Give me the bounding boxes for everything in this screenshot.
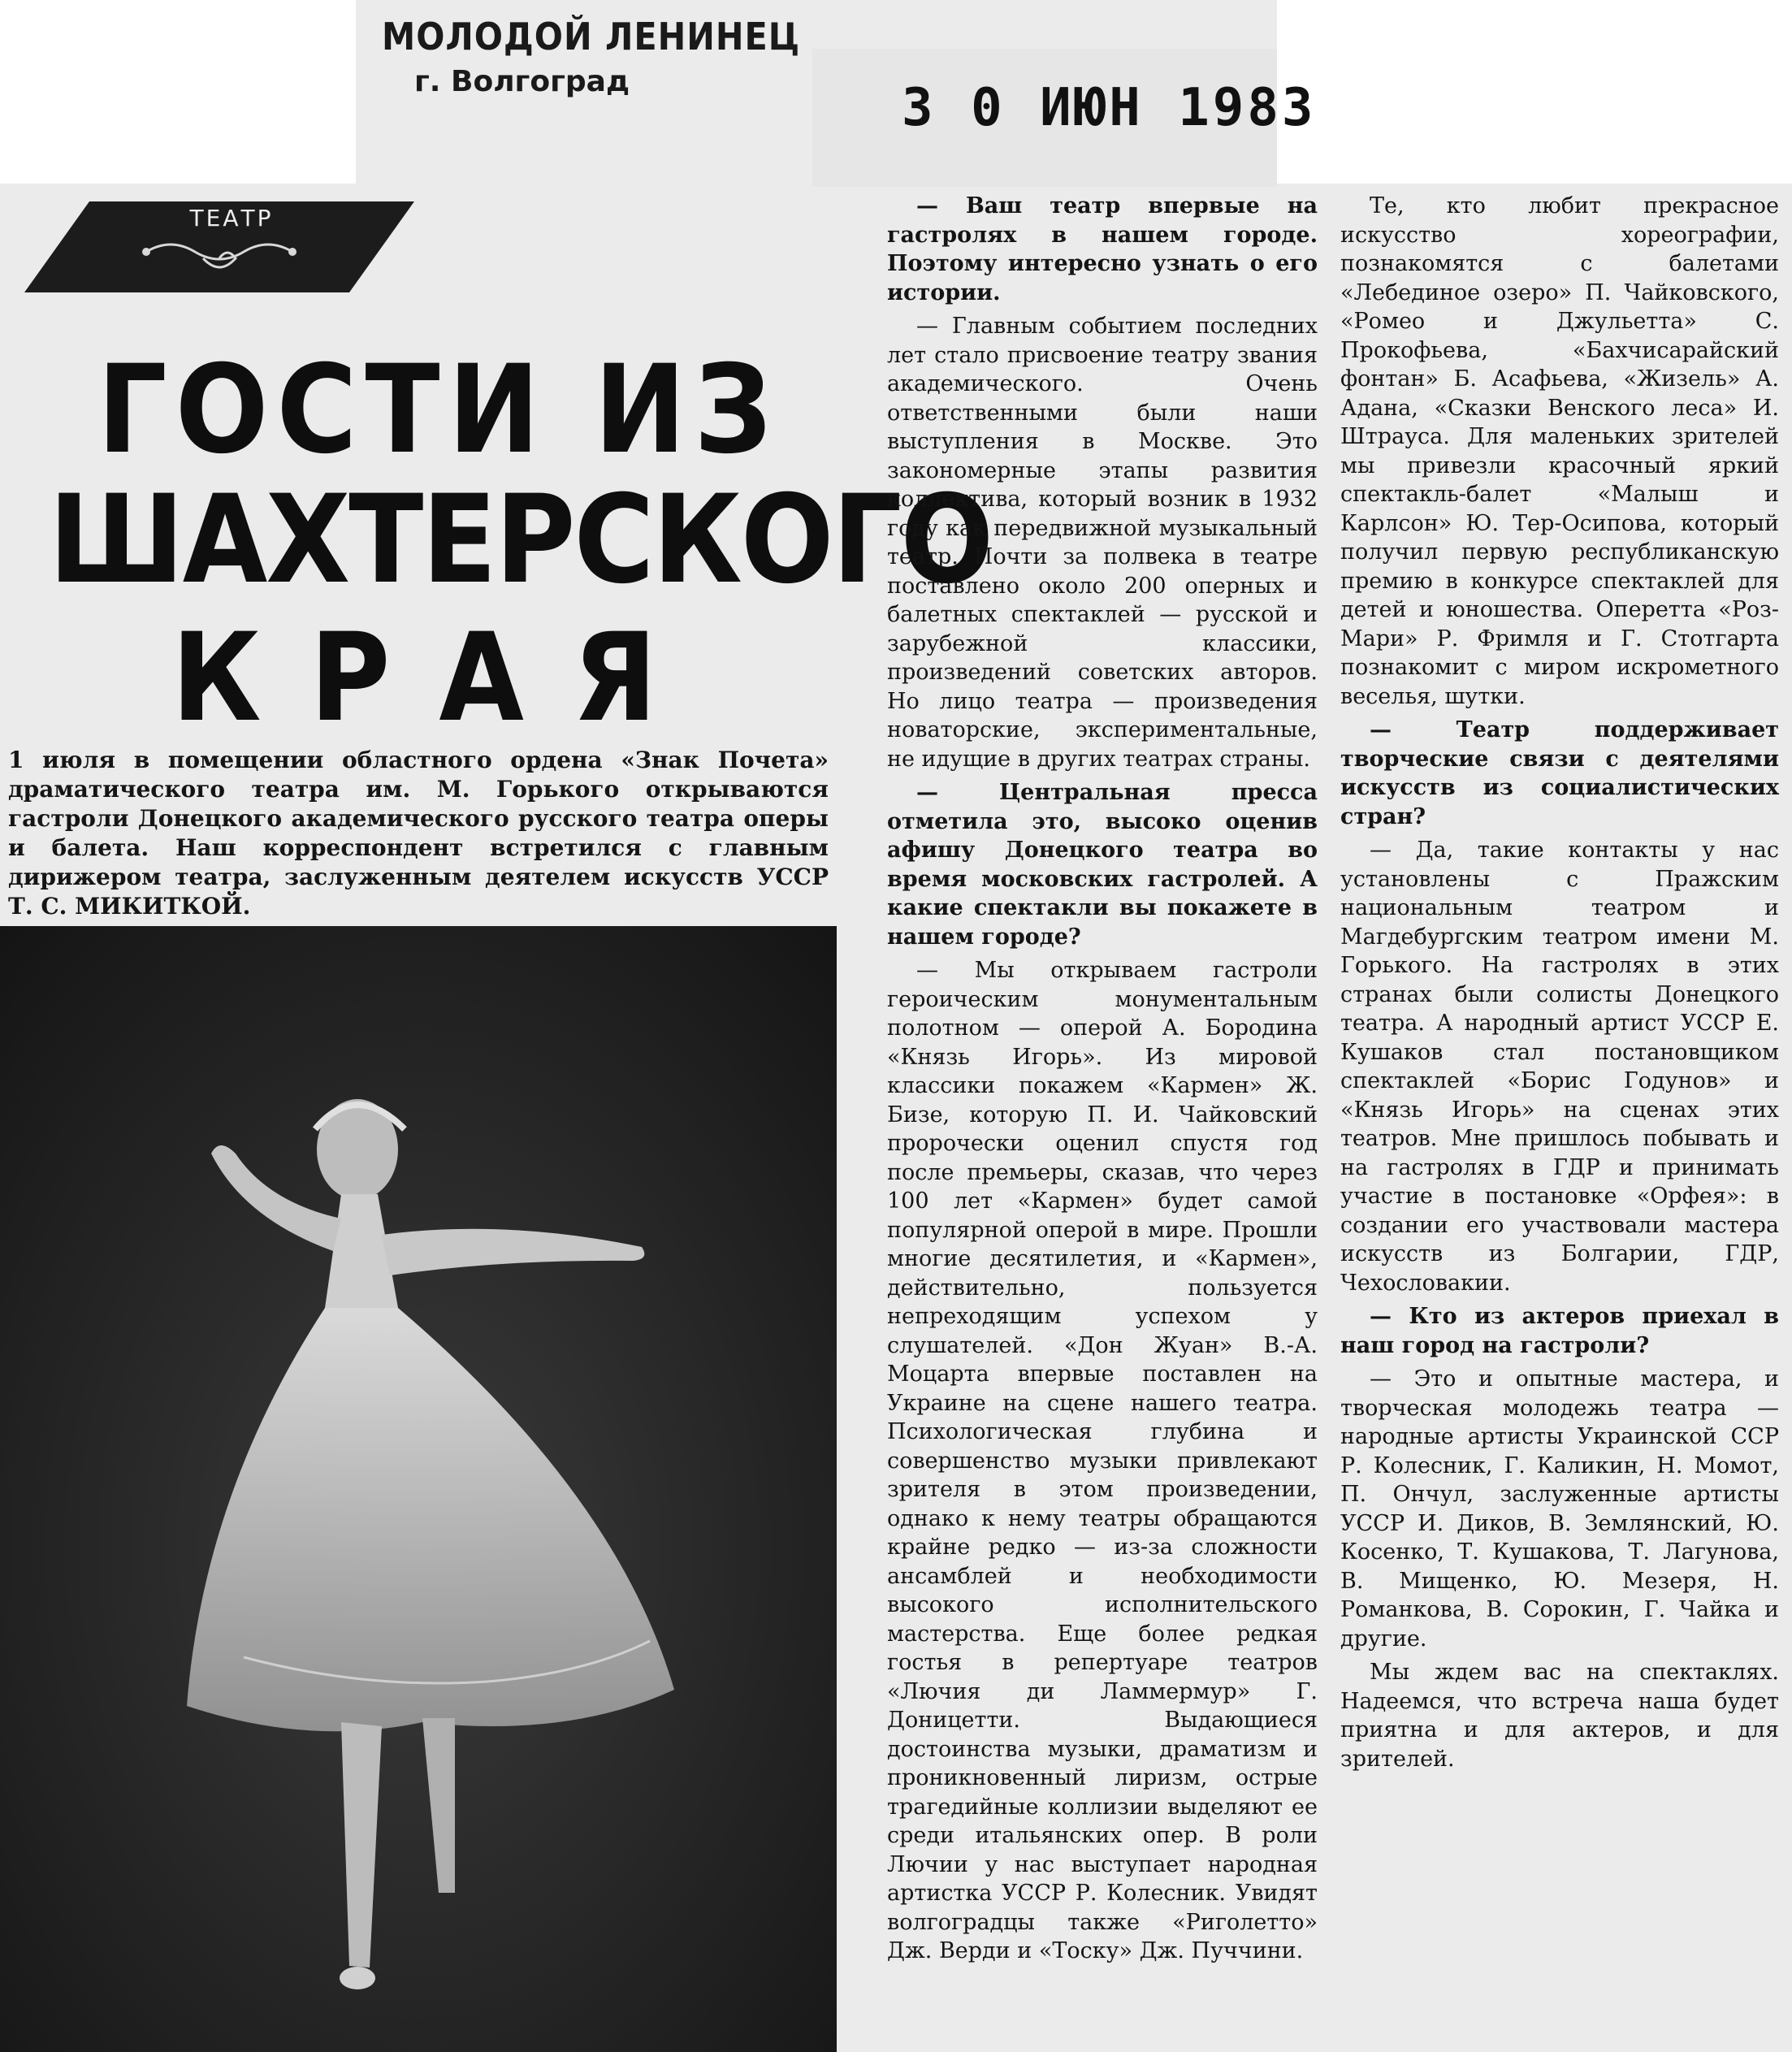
interview-question: — Кто из актеров приехал в наш город на гастроли? <box>1340 1304 1779 1358</box>
headline-line-3: КРАЯ <box>171 608 706 749</box>
interview-answer: — Мы открываем гастроли героическим монументальным полотном — оперой А. Бородина «Князь Игорь». Из мировой классики покажем «Кармен» Ж. Бизе, которую П. И. Чайковский пророчески оценил спустя год после премьеры, сказав, что через 100 лет «Кармен» будет самой популярной оперой в мире. Прошли многие десятилетия, и «Кармен», действительно, пользуется непреходящим успехом у слушателей. «Дон Жуан» В.-А. Моцарта впервые поставлен на Украине на сцене нашего театра. Психологическая глубина и совершенство музыки привлекают зрителя в этом произведении, однако к нему театры обращаются крайне редко — из-за сложности ансамблей и необходимости высокого исполнительского мастерства. Еще более редкая гостья в репертуаре театров «Лючия ди Ламмермур» Г. Доницетти. Выдающиеся достоинства музыки, драматизм и проникновенный лиризм, острые трагедийные коллизии выделяют ее среди итальянских опер. В роли Лючии у нас выступает народная артистка УССР Р. Колесник. Увидят волгоградцы также «Риголетто» Дж. Верди и «Тоску» Дж. Пуччини. <box>887 958 1318 1963</box>
rubric-label: ТЕАТР <box>189 205 274 232</box>
interview-answer: — Главным событием последних лет стало присвоение театру звания академического. Очень ответственными были наши выступления в Москве. Это закономерные этапы развития коллектива, который возник в 1932 году как передвижной музыкальный театр. Почти за полвека в театре поставлено около 200 оперных и балетных спектаклей — русской и зарубежной классики, произведений советских авторов. Но лицо театра — произведения новаторские, экспериментальные, не идущие в других театрах страны. <box>887 314 1318 772</box>
lead-paragraph: 1 июля в помещении областного ордена «Знак Почета» драматического театра им. М. Горького открываются гастроли Донецкого академического русского театра оперы и балета. Наш корреспондент встретился с главным дирижером театра, заслуженным деятелем искусств УССР Т. С. МИКИТКОЙ. <box>8 747 829 920</box>
interview-question: — Театр поддерживает творческие связи с деятелями искусств из социалистических стран? <box>1340 717 1779 829</box>
headline-line-2: ШАХТЕРСКОГО <box>49 470 993 611</box>
interview-question: — Центральная пресса отметила это, высоко оценив афишу Донецкого театра во время московских гастролей. А какие спектакли вы покажете в нашем городе? <box>887 780 1318 950</box>
ballerina-photo <box>0 926 837 2052</box>
interview-answer: — Да, такие контакты у нас установлены с Пражским национальным театром и Магдебургским театром имени М. Горького. На гастролях в этих странах были солисты Донецкого театра. А народный артист УССР Е. Кушаков стал постановщиком спектаклей «Борис Годунов» и «Князь Игорь» на сценах этих театров. Мне пришлось побывать и на гастролях в ГДР и принимать участие в постановке «Орфея»: в создании его участвовали мастера искусств из Болгарии, ГДР, Чехословакии. <box>1340 838 1779 1296</box>
newspaper-name: МОЛОДОЙ ЛЕНИНЕЦ <box>382 15 801 58</box>
headline-line-1: ГОСТИ ИЗ <box>97 340 781 481</box>
article-column-1 <box>887 192 1318 1971</box>
newspaper-city: г. Волгоград <box>414 65 630 98</box>
interview-answer: Те, кто любит прекрасное искусство хореографии, познакомятся с балетами «Лебединое озеро» П. Чайковского, «Ромео и Джульетта» С. Прокофьева, «Бахчисарайский фонтан» Б. Асафьева, «Жизель» А. Адана, «Сказки Венского леса» И. Штрауса. Для маленьких зрителей мы привезли красочный яркий спектакль-балет «Малыш и Карлсон» Ю. Тер-Осипова, который получил первую республиканскую премию в конкурсе спектаклей для детей и юношества. Оперетта «Роз-Мари» Р. Фримля и Г. Стотгарта познакомит с миром искрометного веселья, шутки. <box>1340 193 1779 709</box>
interview-question: — Ваш театр впервые на гастролях в нашем городе. Поэтому интересно узнать о его истории. <box>887 193 1318 305</box>
article-column-2 <box>1340 192 1779 1778</box>
date-stamp: 3 0 ИЮН 1983 <box>902 78 1317 138</box>
closing-paragraph: Мы ждем вас на спектаклях. Надеемся, что встреча наша будет приятна и для актеров, и для зрителей. <box>1340 1660 1779 1772</box>
interview-answer: — Это и опытные мастера, и творческая молодежь театра — народные артисты Украинской ССР Р. Колесник, Г. Каликин, Н. Момот, П. Ончул, заслуженные артисты УССР И. Диков, В. Землянский, Ю. Косенко, Т. Кушакова, Т. Лагунова, В. Мищенко, Ю. Мезеря, Н. Романкова, В. Сорокин, Г. Чайка и другие. <box>1340 1366 1779 1652</box>
